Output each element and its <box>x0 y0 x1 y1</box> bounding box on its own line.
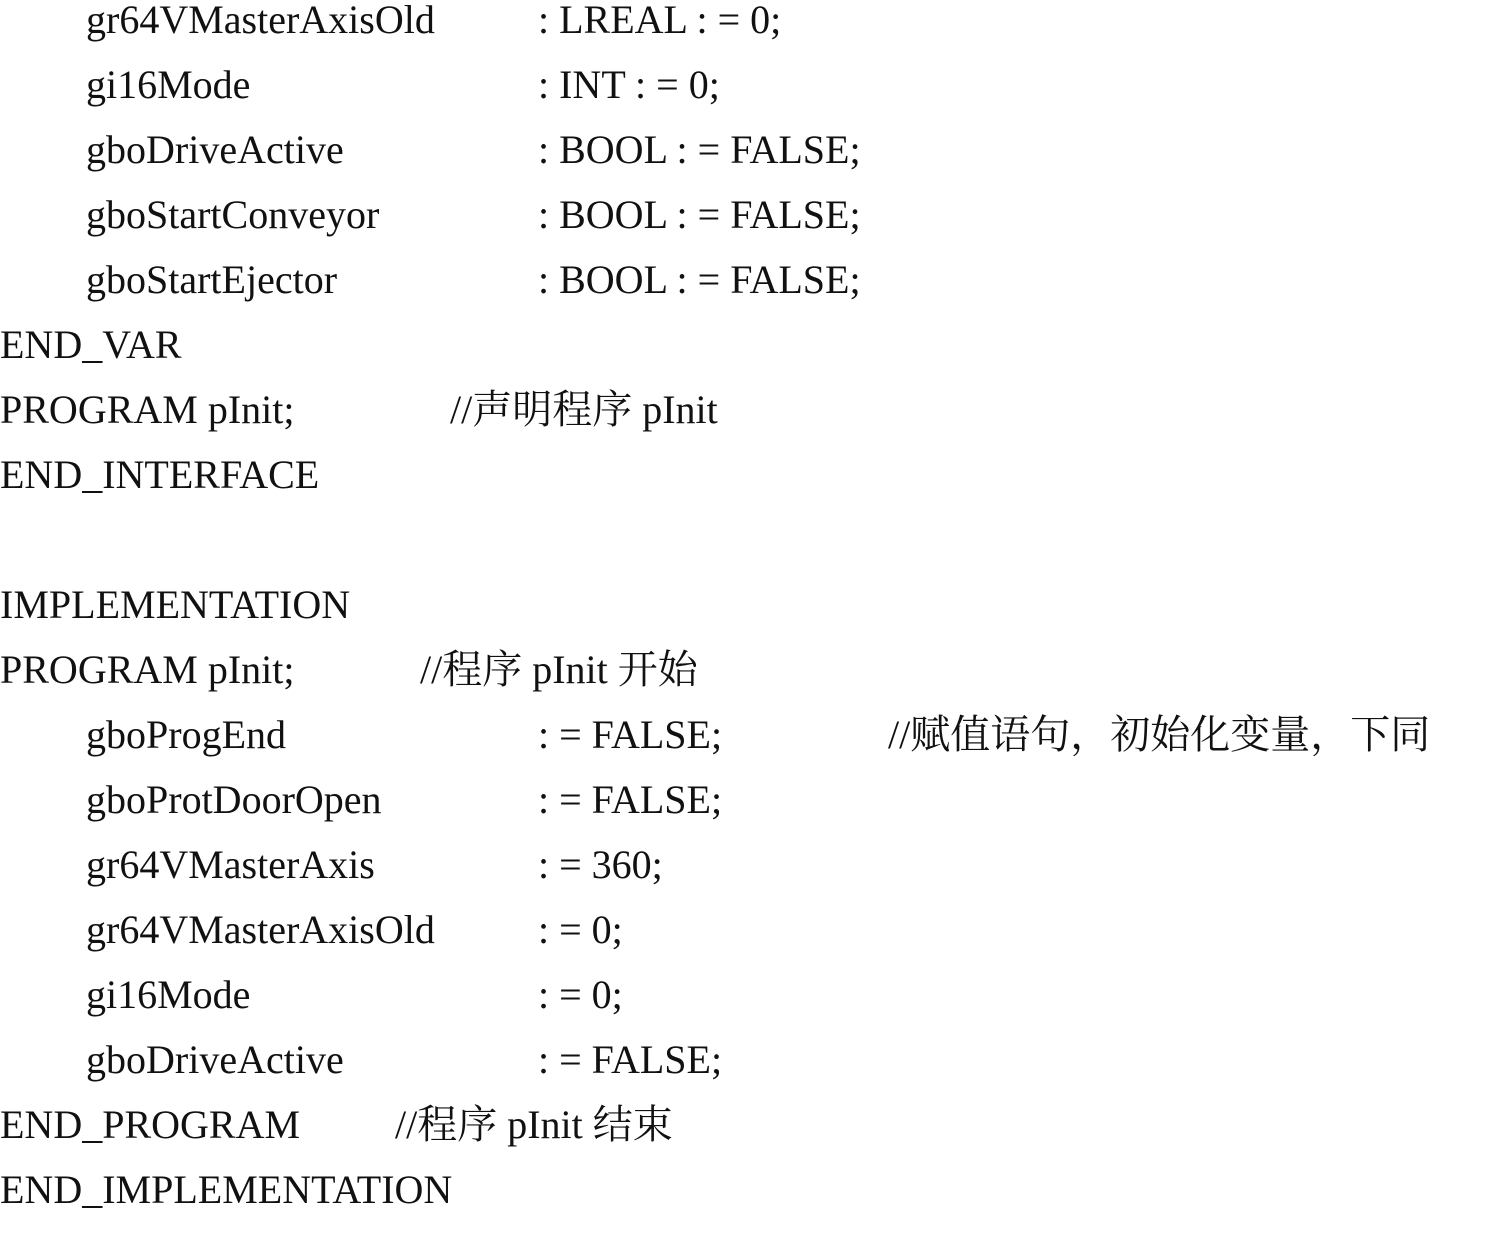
code-line-decl-gbostartconveyor <box>0 192 1500 260</box>
code-type: : = FALSE; <box>538 1037 723 1082</box>
code-kw: IMPLEMENTATION <box>0 582 351 627</box>
code-var: gr64VMasterAxisOld <box>86 907 435 952</box>
code-line-assign-gboprogend <box>0 712 1500 780</box>
code-line-end-implementation <box>0 1167 1500 1235</box>
code-comment: //程序 pInit 开始 <box>420 647 698 692</box>
code-line-program-declaration <box>0 387 1500 455</box>
code-var: gboDriveActive <box>86 127 344 172</box>
code-type: : BOOL : = FALSE; <box>538 192 861 237</box>
code-kw: END_INTERFACE <box>0 452 320 497</box>
code-var: gi16Mode <box>86 972 251 1017</box>
code-kw: END_VAR <box>0 322 182 367</box>
code-comment: //声明程序 pInit <box>450 387 718 432</box>
code-line-assign-gr64vmasteraxisold <box>0 907 1500 975</box>
code-line-program-start <box>0 647 1500 715</box>
code-kw: END_PROGRAM <box>0 1102 301 1147</box>
code-type: : = 0; <box>538 972 623 1017</box>
code-line-decl-gbostartejector <box>0 257 1500 325</box>
code-var: gboDriveActive <box>86 1037 344 1082</box>
code-var: gboProgEnd <box>86 712 286 757</box>
code-type: : = 0; <box>538 907 623 952</box>
code-line-assign-gi16mode <box>0 972 1500 1040</box>
code-kw: PROGRAM pInit; <box>0 387 295 432</box>
code-var: gi16Mode <box>86 62 251 107</box>
code-var: gr64VMasterAxisOld <box>86 0 435 42</box>
code-comment: //程序 pInit 结束 <box>395 1102 673 1147</box>
code-line-assign-gbodriveactive <box>0 1037 1500 1105</box>
code-type: : LREAL : = 0; <box>538 0 782 42</box>
code-line-end-var <box>0 322 1500 390</box>
code-line-assign-gboprotdooropen <box>0 777 1500 845</box>
code-line-blank-line <box>0 520 1500 585</box>
code-line-decl-gbodriveactive <box>0 127 1500 195</box>
code-type: : = FALSE; <box>538 712 723 757</box>
code-line-implementation <box>0 582 1500 650</box>
code-kw: END_IMPLEMENTATION <box>0 1167 453 1212</box>
code-line-decl-gr64vmasteraxisold <box>0 0 1500 65</box>
code-type: : INT : = 0; <box>538 62 720 107</box>
code-var: gboStartEjector <box>86 257 338 302</box>
code-line-end-program <box>0 1102 1500 1170</box>
code-type: : BOOL : = FALSE; <box>538 257 861 302</box>
code-line-end-interface <box>0 452 1500 520</box>
code-line-assign-gr64vmasteraxis <box>0 842 1500 910</box>
code-type: : = 360; <box>538 842 663 887</box>
code-kw: PROGRAM pInit; <box>0 647 295 692</box>
code-var: gboStartConveyor <box>86 192 380 237</box>
code-comment: //赋值语句，初始化变量，下同 <box>888 712 1431 757</box>
code-type: : = FALSE; <box>538 777 723 822</box>
code-line-decl-gi16mode <box>0 62 1500 130</box>
code-var: gboProtDoorOpen <box>86 777 382 822</box>
code-type: : BOOL : = FALSE; <box>538 127 861 172</box>
code-var: gr64VMasterAxis <box>86 842 375 887</box>
